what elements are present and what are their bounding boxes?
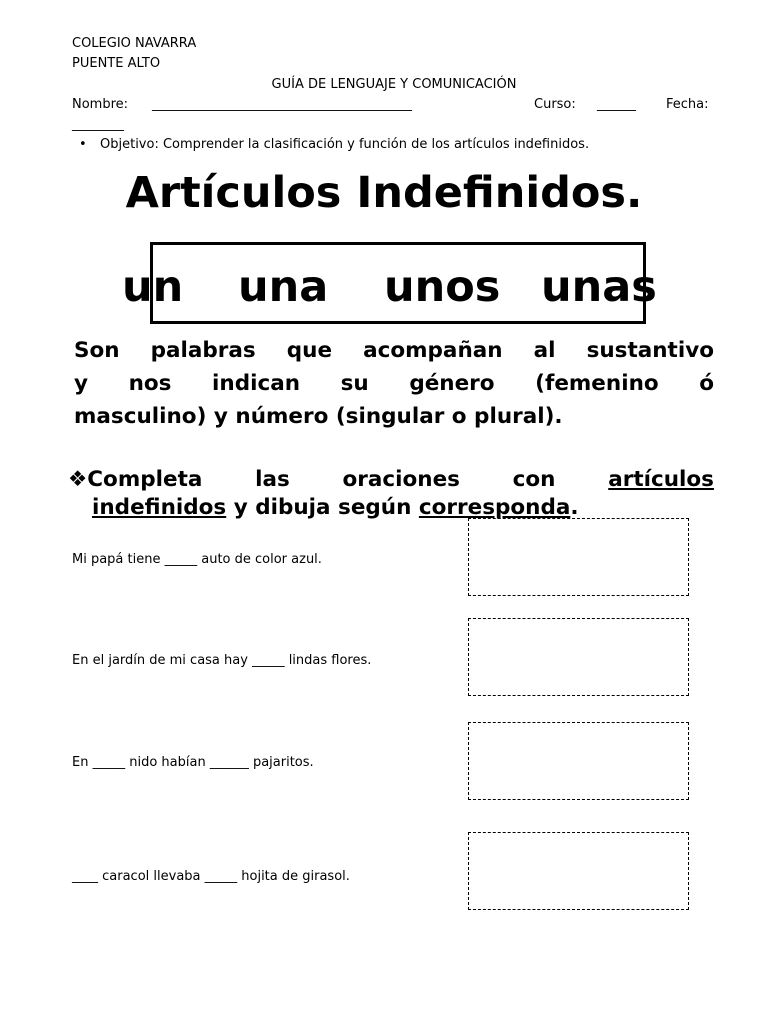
instruction-word: con <box>512 467 556 492</box>
page-title: Artículos Indefinidos. <box>125 168 643 218</box>
article-una: una <box>238 262 329 312</box>
sentence-4: ____ caracol llevaba _____ hojita de girasol. <box>72 869 350 884</box>
school-location: PUENTE ALTO <box>72 56 161 71</box>
definition-line-2: y nos indican su género (femenino ó <box>74 371 714 396</box>
drawing-box-4[interactable] <box>468 832 689 910</box>
instruction-word: las <box>255 467 290 492</box>
course-line: ______ <box>597 97 636 112</box>
instruction-underlined: artículos <box>608 467 714 492</box>
objective-text: Objetivo: Comprender la clasificación y función de los artículos indefinidos. <box>100 137 590 152</box>
drawing-box-2[interactable] <box>468 618 689 696</box>
instruction-underlined: indefinidos <box>92 495 227 520</box>
bullet-icon: • <box>79 137 87 152</box>
instruction-word: Completa <box>87 467 203 492</box>
drawing-box-3[interactable] <box>468 722 689 800</box>
definition-line-1: Son palabras que acompañan al sustantivo <box>74 338 714 363</box>
article-un: un <box>122 262 184 312</box>
instruction-middle: y dibuja según <box>226 495 419 520</box>
instruction-word: oraciones <box>342 467 460 492</box>
article-unos: unos <box>384 262 501 312</box>
guide-title: GUÍA DE LENGUAJE Y COMUNICACIÓN <box>271 77 517 92</box>
drawing-box-1[interactable] <box>468 518 689 596</box>
definition <box>74 334 714 433</box>
date-line: ________ <box>72 117 124 132</box>
name-line: ________________________________________ <box>152 97 412 112</box>
instruction <box>68 466 714 522</box>
name-label: Nombre: <box>72 97 129 112</box>
sentence-1: Mi papá tiene _____ auto de color azul. <box>72 552 322 567</box>
instruction-end: . <box>570 495 579 520</box>
sentence-3: En _____ nido habían ______ pajaritos. <box>72 755 314 770</box>
sentence-2: En el jardín de mi casa hay _____ lindas flores. <box>72 653 372 668</box>
diamond-bullet-icon: ❖ <box>68 467 88 492</box>
school-name: COLEGIO NAVARRA <box>72 36 197 51</box>
article-unas: unas <box>541 262 657 312</box>
course-label: Curso: <box>534 97 576 112</box>
instruction-underlined: corresponda <box>418 495 571 520</box>
date-label: Fecha: <box>666 97 709 112</box>
definition-line-3: masculino) y número (singular o plural). <box>74 404 563 429</box>
